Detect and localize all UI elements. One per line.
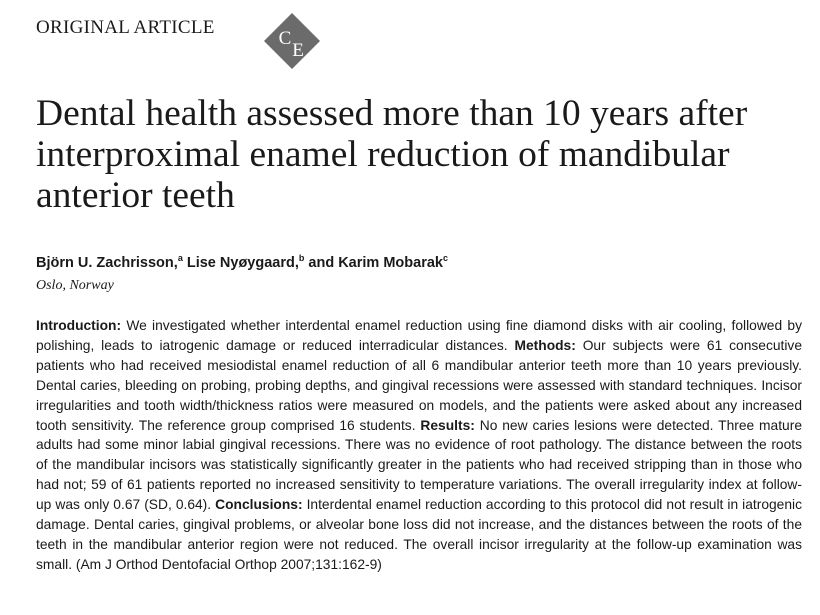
abstract-intro-heading: Introduction: [36, 318, 122, 333]
author-name: Lise Nyøygaard, [186, 255, 299, 271]
badge-letter-top: C [278, 28, 292, 49]
author-affiliation-sup: b [298, 253, 305, 263]
author-list [36, 255, 448, 271]
author-affiliation-sup: a [177, 253, 183, 263]
abstract-methods-heading: Methods: [514, 337, 576, 353]
author-name: Björn U. Zachrisson, [36, 255, 178, 271]
abstract-results-text: No new caries lesions were detected. Three mature adults had some minor labial gingival recessions. There was no evidence of root pathology. The distance between the roots of the mandibular incisors was statistically significantly greater in the patients who had received stripping than in those who had not; 59 of 61 patients reported no increased sensitivity to temperature variations. The overall irregularity index at follow-up was only 0.67 (SD, 0.64). [36, 417, 802, 513]
ce-badge-icon [262, 11, 322, 71]
author-location: Oslo, Norway [36, 278, 114, 293]
abstract-intro-text: We investigated whether interdental enamel reduction using fine diamond disks with air cooling, followed by polishing, leads to iatrogenic damage or reduced interradicular distances. [36, 318, 802, 353]
article-type-label: ORIGINAL ARTICLE [36, 17, 215, 38]
author-affiliation-sup: c [442, 253, 448, 263]
abstract-conclusions-text: Interdental enamel reduction according to this protocol did not result in iatrogenic damage. Dental caries, gingival problems, or alveolar bone loss did not increase, and the distances between the roots of the teeth in the mandibular anterior region were not reduced. The overall incisor irregularity at the follow-up examination was small. (Am J Orthod Dentofacial Orthop 2007;131:162-9) [36, 497, 802, 572]
badge-letter-bottom: E [292, 40, 304, 61]
abstract-methods-text: Our subjects were 61 consecutive patients who had received mesiodistal enamel reduction of all 6 mandibular anterior teeth more than 10 years previously. Dental caries, bleeding on probing, probing depths, and gingival recessions were assessed with standard techniques. Incisor irregularities and tooth width/thickness ratios were measured on models, and the patients were asked about any increased tooth sensitivity. The reference group comprised 16 students. [36, 337, 802, 433]
abstract-conclusions-heading: Conclusions: [215, 497, 303, 513]
article-title: Dental health assessed more than 10 years after interproximal enamel reduction of mandibular anterior teeth [36, 93, 748, 216]
author-name: and Karim Mobarak [308, 255, 443, 271]
abstract-results-heading: Results: [420, 417, 475, 433]
abstract [36, 316, 802, 575]
